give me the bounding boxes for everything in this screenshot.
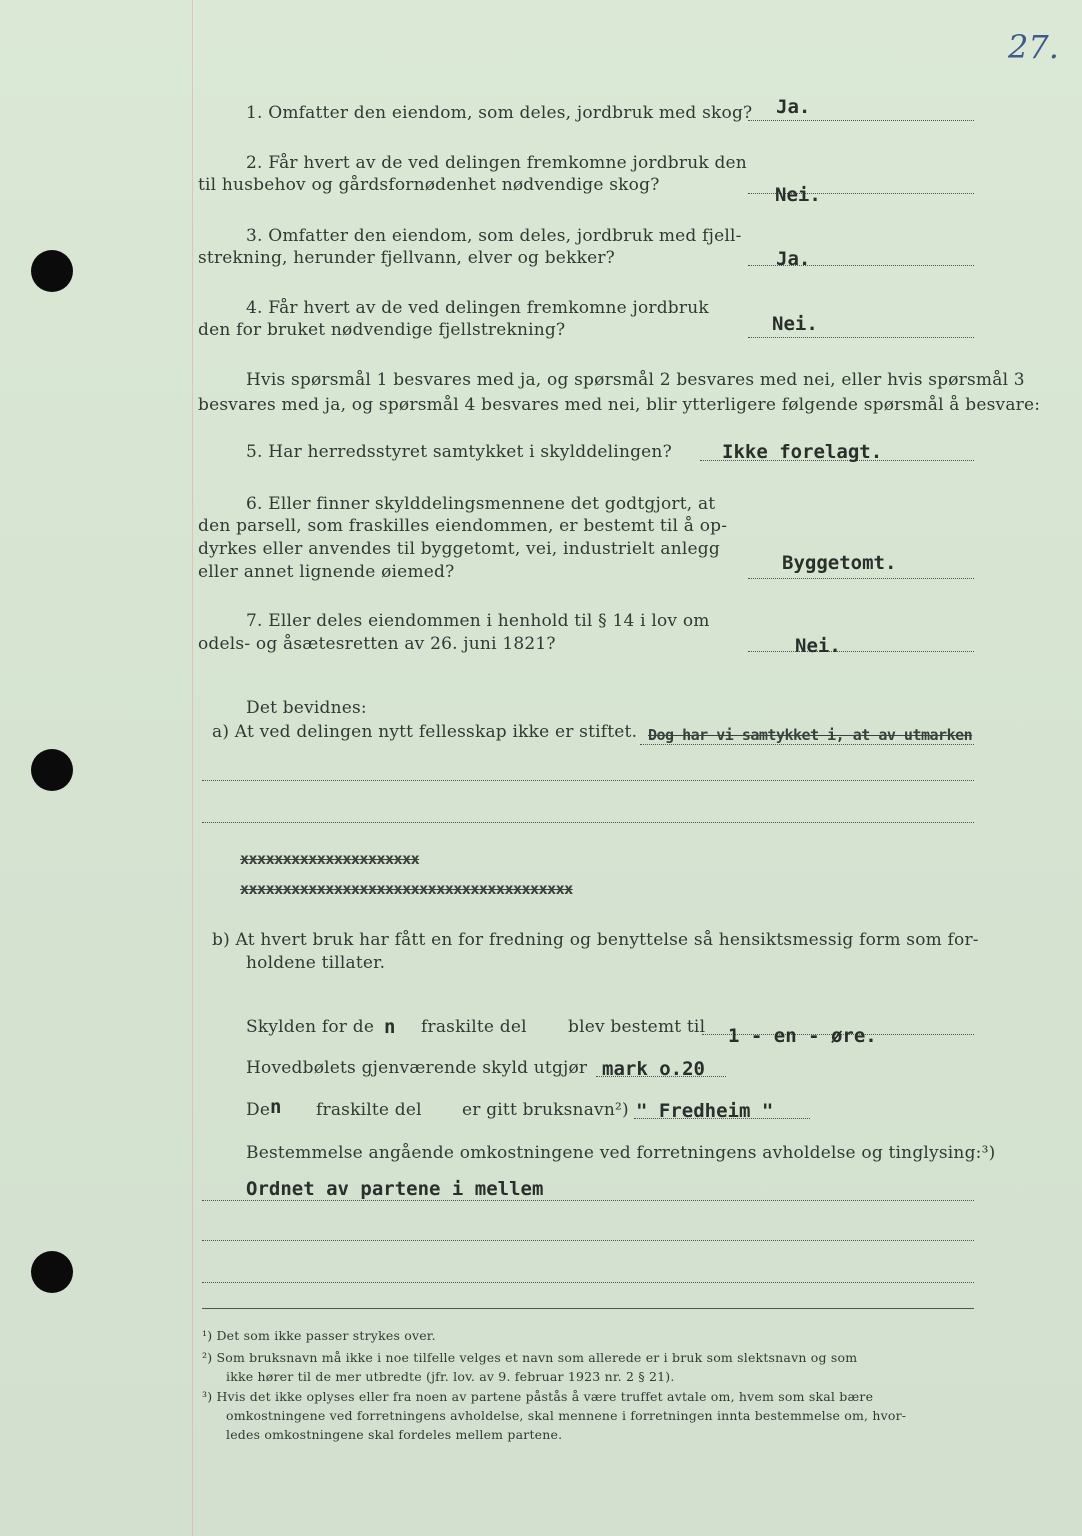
question-3-line-1: 3. Omfatter den eiendom, som deles, jordbruk med fjell-	[246, 226, 742, 246]
answer-line-7	[748, 651, 974, 652]
costs-label: Bestemmelse angående omkostningene ved forretningens avholdelse og tinglysing:³)	[246, 1143, 996, 1163]
skyld-line-1-answer: 1 - en - øre.	[728, 1025, 877, 1047]
question-1: 1. Omfatter den eiendom, som deles, jordbruk med skog?	[246, 103, 753, 123]
page-number: 27.	[1008, 28, 1059, 66]
answer-line-4	[748, 337, 974, 338]
skyld-line-2-label: Hovedbølets gjenværende skyld utgjør	[246, 1058, 588, 1078]
attest-heading: Det bevidnes:	[246, 698, 367, 718]
skyld-line-2-answer: mark o.20	[602, 1058, 705, 1080]
skyld-line-1-n: n	[384, 1016, 396, 1038]
conditional-intro-line-2: besvares med ja, og spørsmål 4 besvares med nei, blir ytterligere følgende spørsmål å besvare:	[198, 395, 1041, 415]
answer-line-1	[748, 120, 974, 121]
question-2-line-1: 2. Får hvert av de ved delingen fremkomne jordbruk den	[246, 153, 747, 173]
skyld-line-1-bestemt: blev bestemt til	[568, 1017, 706, 1037]
skyld-line-1-fraskilte: fraskilte del	[421, 1017, 527, 1037]
footnote-3-line-2: omkostningene ved forretningens avholdelse, skal mennene i forretningen inntа bestemmelse om, hvor-	[226, 1408, 907, 1423]
skyld-line-3-bruksnavn: er gitt bruksnavn²)	[462, 1100, 629, 1120]
footnote-2-line-1: ²) Som bruksnavn må ikke i noe tilfelle velges et navn som allerede er i bruk som slektsnavn og som	[202, 1350, 858, 1365]
margin-line	[192, 0, 193, 1536]
answer-3: Ja.	[776, 248, 811, 270]
costs-answer: Ordnet av partene i mellem	[246, 1178, 544, 1200]
skyld-line-3-fraskilte: fraskilte del	[316, 1100, 422, 1120]
footnote-3-line-3: ledes omkostningene skal fordeles mellem partene.	[226, 1427, 563, 1442]
skyld-line-3-prefix: De	[246, 1100, 271, 1120]
question-4-line-1: 4. Får hvert av de ved delingen fremkomne jordbruk	[246, 298, 709, 318]
costs-line-3	[202, 1282, 974, 1283]
skyld-line-1-prefix: Skylden for de	[246, 1017, 375, 1037]
answer-7: Nei.	[795, 635, 841, 657]
question-2-line-2: til husbehov og gårdsfornødenhet nødvendige skog?	[198, 175, 660, 195]
attest-a: a) At ved delingen nytt fellesskap ikke er stiftet.	[212, 722, 638, 742]
attest-a-line	[640, 744, 974, 745]
blank-line-2	[202, 822, 974, 823]
punch-hole-top	[31, 250, 73, 292]
question-3-line-2: strekning, herunder fjellvann, elver og bekker?	[198, 248, 615, 268]
question-6-line-4: eller annet lignende øiemed?	[198, 562, 455, 582]
question-7-line-1: 7. Eller deles eiendommen i henhold til § 14 i lov om	[246, 611, 710, 631]
answer-1: Ja.	[776, 96, 811, 118]
blank-line-1	[202, 780, 974, 781]
attest-b-line-1: b) At hvert bruk har fått en for fredning og benyttelse så hensiktsmessig form som for-	[212, 930, 979, 950]
attest-b-line-2: holdene tillater.	[246, 953, 386, 973]
answer-6: Byggetomt.	[782, 552, 897, 574]
costs-line-1	[202, 1200, 974, 1201]
skyld-line-3-n: n	[270, 1096, 282, 1118]
struck-line-2: xxxxxxxxxxxxxxxxxxxxxxxxxxxxxxxxxxxxxxx	[240, 880, 573, 898]
punch-hole-bottom	[31, 1251, 73, 1293]
footnote-2-line-2: ikke hører til de mer utbredte (jfr. lov. av 9. februar 1923 nr. 2 § 21).	[226, 1369, 675, 1384]
question-7-line-2: odels- og åsætesretten av 26. juni 1821?	[198, 634, 556, 654]
answer-line-6	[748, 578, 974, 579]
footnote-1: ¹) Det som ikke passer strykes over.	[202, 1328, 436, 1343]
question-6-line-2: den parsell, som fraskilles eiendommen, er bestemt til å op-	[198, 516, 728, 536]
question-4-line-2: den for bruket nødvendige fjellstrekning?	[198, 320, 566, 340]
question-5: 5. Har herredsstyret samtykket i skylddelingen?	[246, 442, 672, 462]
conditional-intro-line-1: Hvis spørsmål 1 besvares med ja, og spørsmål 2 besvares med nei, eller hvis spørsmål 3	[246, 370, 1025, 390]
costs-line-2	[202, 1240, 974, 1241]
punch-hole-middle	[31, 749, 73, 791]
answer-2: Nei.	[775, 184, 821, 206]
attest-a-struck-text: Dog har vi samtykket i, at av utmarken	[648, 726, 973, 744]
struck-line-1: xxxxxxxxxxxxxxxxxxxxx	[240, 850, 420, 868]
question-6-line-1: 6. Eller finner skylddelingsmennene det godtgjort, at	[246, 494, 716, 514]
question-6-line-3: dyrkes eller anvendes til byggetomt, vei, industrielt anlegg	[198, 539, 720, 559]
answer-4: Nei.	[772, 313, 818, 335]
footnote-separator	[202, 1308, 974, 1309]
skyld-line-3-answer: " Fredheim "	[636, 1100, 774, 1122]
answer-5: Ikke forelagt.	[722, 441, 883, 463]
footnote-3-line-1: ³) Hvis det ikke oplyses eller fra noen av partene påstås å være truffet avtale om, hvem som skal bære	[202, 1389, 874, 1404]
